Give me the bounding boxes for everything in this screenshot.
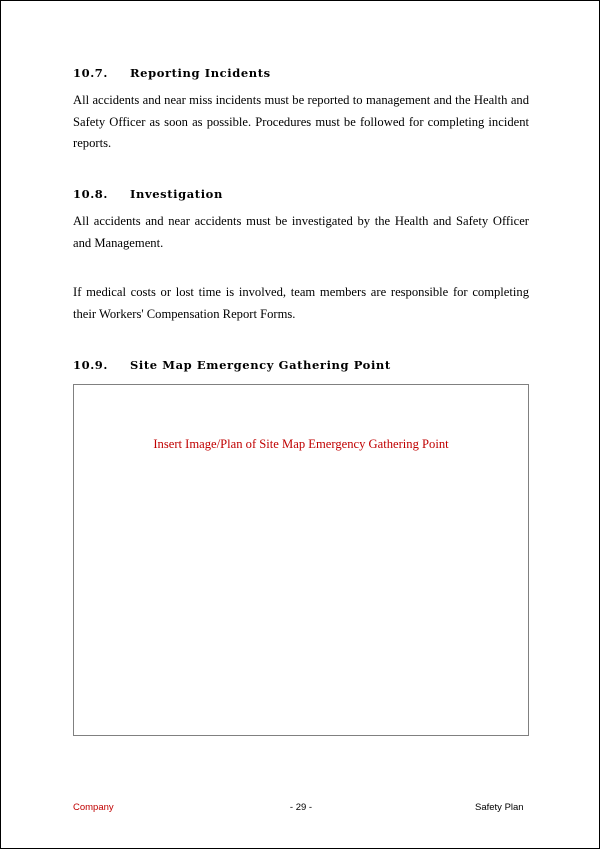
- placeholder-instruction: Insert Image/Plan of Site Map Emergency Gathering Point: [153, 437, 449, 451]
- section-heading-investigation: [73, 187, 223, 201]
- reporting-incidents-paragraph: All accidents and near miss incidents must be reported to management and the Health and Safety Officer as soon as possible. Procedures must be followed for completing incident reports.: [73, 93, 529, 150]
- section-title: Site Map Emergency Gathering Point: [130, 358, 391, 372]
- section-number: 10.9.: [73, 358, 109, 372]
- investigation-paragraph-1: All accidents and near accidents must be investigated by the Health and Safety Officer and Management.: [73, 214, 529, 250]
- section-number: 10.7.: [73, 66, 109, 80]
- section-heading-reporting-incidents: [73, 66, 271, 80]
- footer-document-title: Safety Plan: [475, 802, 524, 813]
- site-map-image-placeholder: [73, 384, 529, 736]
- section-title: Reporting Incidents: [130, 66, 271, 80]
- section-number: 10.8.: [73, 187, 109, 201]
- footer-page-number: - 29 -: [289, 802, 313, 813]
- section-title: Investigation: [130, 187, 223, 201]
- section-heading-site-map: [73, 358, 391, 372]
- footer-company: Company: [73, 802, 114, 813]
- investigation-paragraph-2: If medical costs or lost time is involved, team members are responsible for completing their Workers' Compensation Report Forms.: [73, 285, 529, 321]
